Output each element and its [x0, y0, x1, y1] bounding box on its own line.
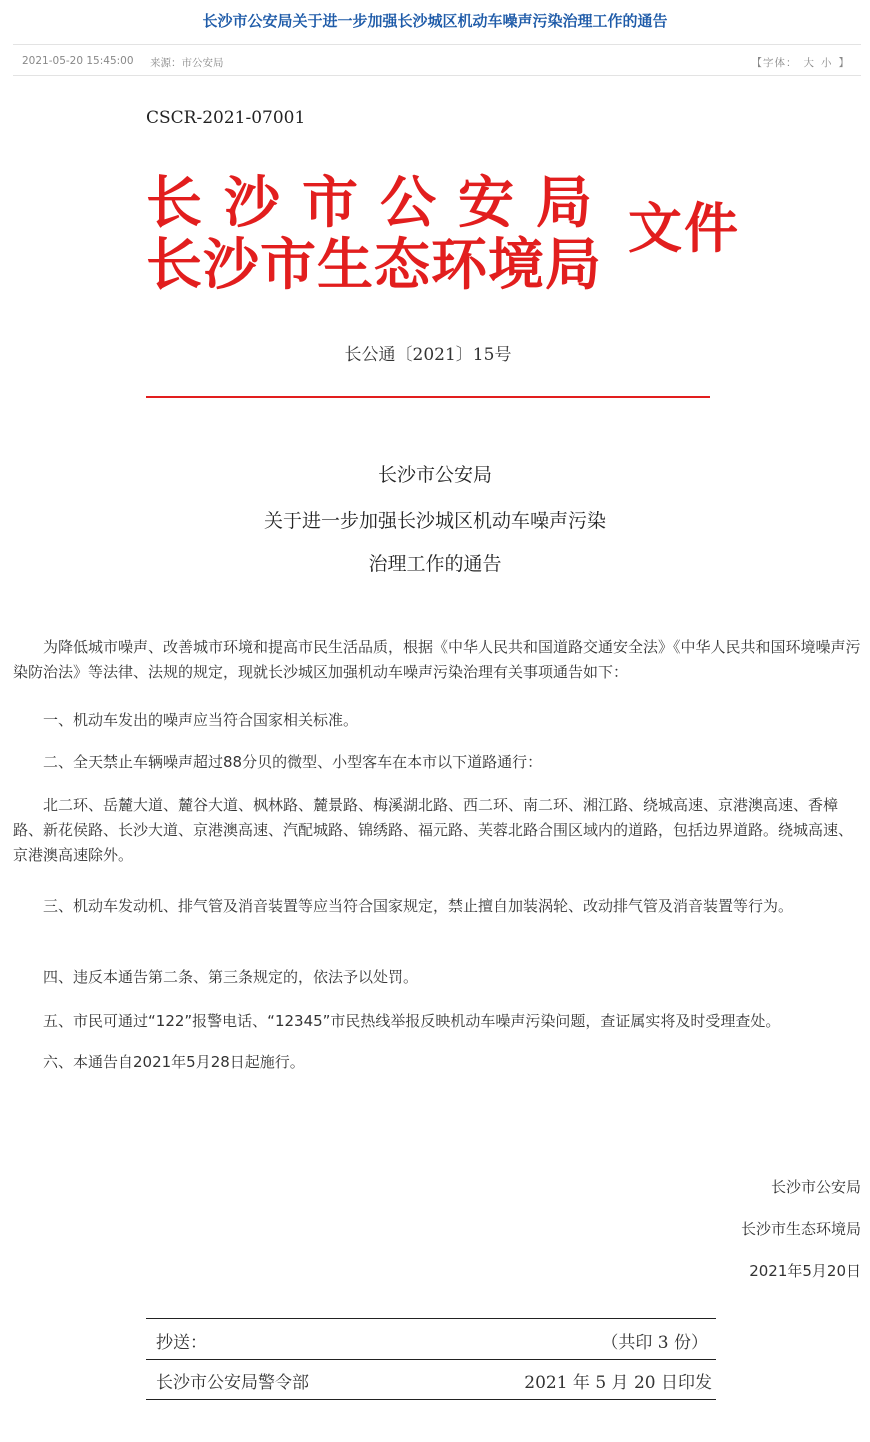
signature-org-1: 长沙市公安局: [770, 1178, 861, 1196]
issuer-line-1: 长沙市公安局: [146, 170, 614, 236]
font-label-open: 【字体：: [751, 57, 798, 69]
cc-divider: [146, 1359, 716, 1360]
cc-label: 抄送：: [156, 1333, 207, 1353]
notice-title-line-2: 关于进一步加强长沙城区机动车噪声污染: [263, 510, 606, 532]
font-small-button[interactable]: 小: [821, 57, 833, 69]
issue-date: 2021 年 5 月 20 日印发: [524, 1373, 712, 1393]
font-size-control: [749, 55, 854, 70]
item-1: 一、机动车发出的噪声应当符合国家相关标准。: [43, 711, 359, 729]
publish-date: 2021-05-20 15:45:00: [22, 55, 134, 67]
item-3: 三、机动车发动机、排气管及消音装置等应当符合国家规定，禁止擅自加装涡轮、改动排气管及消音装置等行为。: [43, 897, 794, 915]
notice-title-line-1: 长沙市公安局: [377, 464, 492, 486]
font-large-button[interactable]: 大: [803, 57, 815, 69]
page-title: 长沙市公安局关于进一步加强长沙城区机动车噪声污染治理工作的通告: [202, 12, 668, 30]
item-5: 五、市民可通过“122”报警电话、“12345”市民热线举报反映机动车噪声污染问题，查证属实将及时受理查处。: [43, 1012, 781, 1030]
red-divider: [146, 396, 710, 398]
printing-issuer: 长沙市公安局警令部: [156, 1373, 309, 1393]
signature-org-2: 长沙市生态环境局: [740, 1220, 861, 1238]
item-2: 二、全天禁止车辆噪声超过88分贝的微型、小型客车在本市以下道路通行：: [43, 753, 543, 771]
cc-table: [146, 1318, 716, 1400]
signature-date: 2021年5月20日: [749, 1262, 861, 1280]
copies-count: （共印 3 份）: [601, 1333, 708, 1353]
article-source: 来源：市公安局: [150, 57, 224, 69]
road-list: 北二环、岳麓大道、麓谷大道、枫林路、麓景路、梅溪湖北路、西二环、南二环、湘江路、绕城高速、京港澳高速、香樟路、新花侯路、长沙大道、京港澳高速、汽配城路、锦绣路、福元路、芙蓉北路合围区域内的道路，包括边界道路。绕城高速、京港澳高速除外。: [13, 796, 854, 864]
font-label-close: 】: [838, 57, 850, 69]
document-code: CSCR-2021-07001: [146, 108, 306, 128]
issuer-line-2: 长沙市生态环境局: [146, 232, 602, 298]
intro-paragraph: 为降低城市噪声、改善城市环境和提高市民生活品质，根据《中华人民共和国道路交通安全法》《中华人民共和国环境噪声污染防治法》等法律、法规的规定，现就长沙城区加强机动车噪声污染治理有关事项通告如下：: [13, 638, 861, 681]
issuer-suffix: 文件: [628, 196, 740, 260]
article-meta-bar: [13, 44, 861, 76]
item-6: 六、本通告自2021年5月28日起施行。: [43, 1053, 305, 1071]
notice-title-line-3: 治理工作的通告: [368, 553, 502, 575]
document-number: 长公通〔2021〕15号: [344, 345, 512, 365]
item-4: 四、违反本通告第二条、第三条规定的，依法予以处罚。: [43, 968, 419, 986]
